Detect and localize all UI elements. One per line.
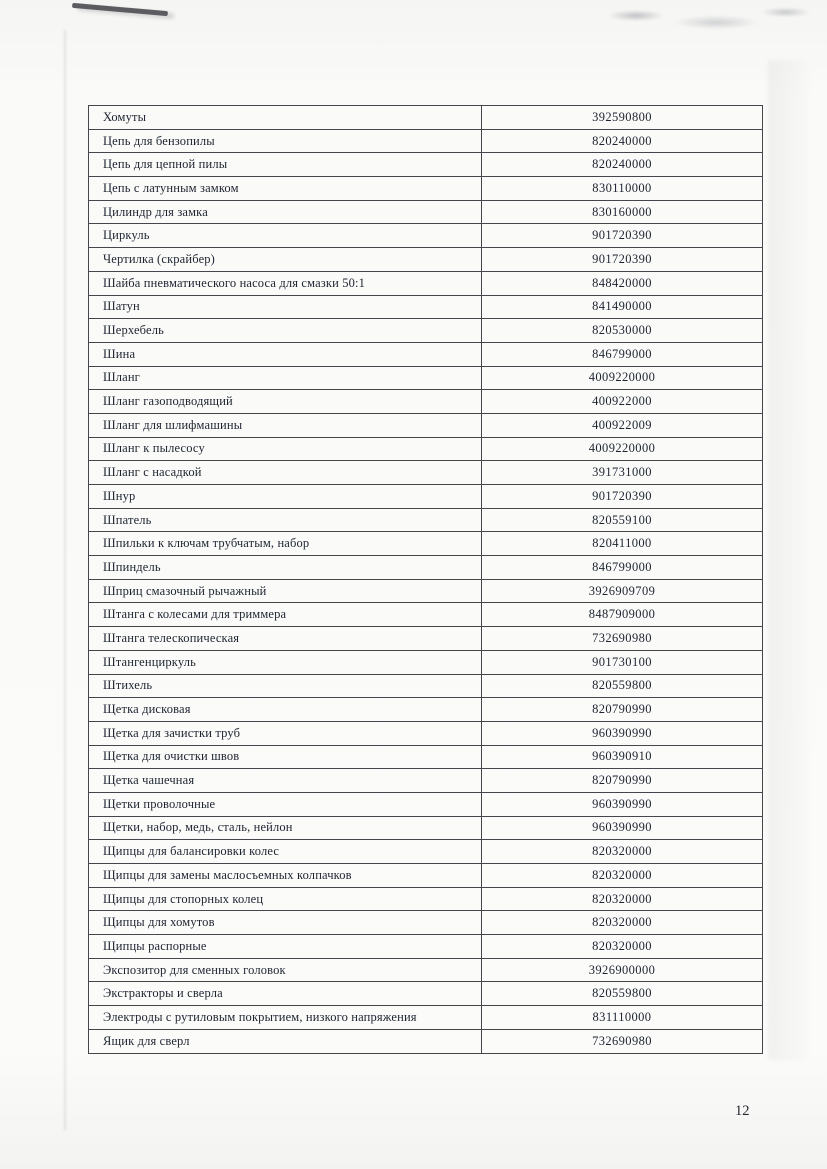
item-name-cell: Шнур <box>89 485 482 509</box>
item-code-cell: 960390990 <box>482 792 763 816</box>
table-row <box>89 603 763 627</box>
item-name-cell: Шина <box>89 342 482 366</box>
item-code-cell: 901730100 <box>482 650 763 674</box>
item-code-cell: 841490000 <box>482 295 763 319</box>
table-row <box>89 1006 763 1030</box>
item-code-cell: 391731000 <box>482 461 763 485</box>
item-code-cell: 901720390 <box>482 224 763 248</box>
item-name-cell: Щетка дисковая <box>89 698 482 722</box>
item-code-cell: 960390990 <box>482 816 763 840</box>
table-row <box>89 650 763 674</box>
table-row <box>89 627 763 651</box>
scan-artifact-left-edge <box>64 30 66 1130</box>
item-code-cell: 830160000 <box>482 200 763 224</box>
item-code-cell: 846799000 <box>482 342 763 366</box>
parts-table-body <box>89 106 763 1054</box>
item-code-cell: 960390990 <box>482 721 763 745</box>
table-row <box>89 342 763 366</box>
item-name-cell: Ящик для сверл <box>89 1029 482 1053</box>
item-name-cell: Штангенциркуль <box>89 650 482 674</box>
table-row <box>89 887 763 911</box>
table-row <box>89 248 763 272</box>
item-code-cell: 831110000 <box>482 1006 763 1030</box>
table-row <box>89 200 763 224</box>
table-row <box>89 792 763 816</box>
table-row <box>89 437 763 461</box>
table-row <box>89 840 763 864</box>
table-row <box>89 153 763 177</box>
table-row <box>89 1029 763 1053</box>
item-name-cell: Щетка для очистки швов <box>89 745 482 769</box>
item-code-cell: 820790990 <box>482 698 763 722</box>
item-name-cell: Шатун <box>89 295 482 319</box>
item-code-cell: 400922000 <box>482 390 763 414</box>
table-row <box>89 366 763 390</box>
table-row <box>89 177 763 201</box>
item-name-cell: Цепь для бензопилы <box>89 129 482 153</box>
table-row <box>89 935 763 959</box>
scan-artifact-top-left <box>72 3 168 16</box>
table-row <box>89 295 763 319</box>
table-row <box>89 958 763 982</box>
item-name-cell: Штанга с колесами для триммера <box>89 603 482 627</box>
item-code-cell: 901720390 <box>482 248 763 272</box>
item-name-cell: Щипцы для стопорных колец <box>89 887 482 911</box>
item-code-cell: 820320000 <box>482 935 763 959</box>
item-code-cell: 820530000 <box>482 319 763 343</box>
item-name-cell: Шланг с насадкой <box>89 461 482 485</box>
item-name-cell: Щипцы для замены маслосъемных колпачков <box>89 864 482 888</box>
item-name-cell: Цепь для цепной пилы <box>89 153 482 177</box>
item-name-cell: Шланг <box>89 366 482 390</box>
item-code-cell: 846799000 <box>482 556 763 580</box>
item-name-cell: Цепь с латунным замком <box>89 177 482 201</box>
table-row <box>89 674 763 698</box>
item-code-cell: 901720390 <box>482 485 763 509</box>
table-row <box>89 556 763 580</box>
item-name-cell: Экспозитор для сменных головок <box>89 958 482 982</box>
item-name-cell: Щетки, набор, медь, сталь, нейлон <box>89 816 482 840</box>
item-code-cell: 820320000 <box>482 887 763 911</box>
item-code-cell: 4009220000 <box>482 366 763 390</box>
item-code-cell: 400922009 <box>482 413 763 437</box>
item-code-cell: 820411000 <box>482 532 763 556</box>
table-row <box>89 508 763 532</box>
item-code-cell: 820559800 <box>482 674 763 698</box>
table-row <box>89 721 763 745</box>
table-row <box>89 461 763 485</box>
table-row <box>89 745 763 769</box>
item-name-cell: Щипцы для балансировки колес <box>89 840 482 864</box>
parts-codes-table <box>88 105 763 1054</box>
table-row <box>89 864 763 888</box>
item-name-cell: Шпиндель <box>89 556 482 580</box>
item-code-cell: 8487909000 <box>482 603 763 627</box>
item-name-cell: Штихель <box>89 674 482 698</box>
item-name-cell: Щипцы распорные <box>89 935 482 959</box>
item-code-cell: 820559800 <box>482 982 763 1006</box>
item-name-cell: Хомуты <box>89 106 482 130</box>
item-name-cell: Шланг к пылесосу <box>89 437 482 461</box>
item-code-cell: 820320000 <box>482 911 763 935</box>
item-code-cell: 848420000 <box>482 271 763 295</box>
table-row <box>89 319 763 343</box>
page-number: 12 <box>735 1103 750 1119</box>
item-name-cell: Шприц смазочный рычажный <box>89 579 482 603</box>
scan-artifact-top-right <box>590 2 820 36</box>
item-code-cell: 820320000 <box>482 864 763 888</box>
item-code-cell: 4009220000 <box>482 437 763 461</box>
table-row <box>89 532 763 556</box>
item-code-cell: 820320000 <box>482 840 763 864</box>
item-name-cell: Шайба пневматического насоса для смазки 50:1 <box>89 271 482 295</box>
item-name-cell: Шпильки к ключам трубчатым, набор <box>89 532 482 556</box>
item-name-cell: Электроды с рутиловым покрытием, низкого напряжения <box>89 1006 482 1030</box>
item-name-cell: Экстракторы и сверла <box>89 982 482 1006</box>
item-code-cell: 732690980 <box>482 1029 763 1053</box>
item-name-cell: Шланг газоподводящий <box>89 390 482 414</box>
table-row <box>89 698 763 722</box>
item-code-cell: 820240000 <box>482 129 763 153</box>
table-row <box>89 129 763 153</box>
item-name-cell: Циркуль <box>89 224 482 248</box>
table-row <box>89 390 763 414</box>
table-row <box>89 485 763 509</box>
item-code-cell: 732690980 <box>482 627 763 651</box>
table-row <box>89 224 763 248</box>
scan-artifact-right-band <box>768 60 808 1060</box>
item-code-cell: 392590800 <box>482 106 763 130</box>
table-row <box>89 911 763 935</box>
table-row <box>89 816 763 840</box>
table-row <box>89 106 763 130</box>
item-code-cell: 820240000 <box>482 153 763 177</box>
item-code-cell: 3926909709 <box>482 579 763 603</box>
item-name-cell: Щетки проволочные <box>89 792 482 816</box>
table-row <box>89 271 763 295</box>
table-row <box>89 413 763 437</box>
table-row <box>89 982 763 1006</box>
item-name-cell: Шланг для шлифмашины <box>89 413 482 437</box>
table-row <box>89 579 763 603</box>
item-name-cell: Шпатель <box>89 508 482 532</box>
item-name-cell: Цилиндр для замка <box>89 200 482 224</box>
item-name-cell: Щетка чашечная <box>89 769 482 793</box>
item-code-cell: 830110000 <box>482 177 763 201</box>
item-code-cell: 3926900000 <box>482 958 763 982</box>
item-name-cell: Щетка для зачистки труб <box>89 721 482 745</box>
item-name-cell: Чертилка (скрайбер) <box>89 248 482 272</box>
item-name-cell: Щипцы для хомутов <box>89 911 482 935</box>
table-row <box>89 769 763 793</box>
item-name-cell: Штанга телескопическая <box>89 627 482 651</box>
item-code-cell: 820559100 <box>482 508 763 532</box>
item-code-cell: 820790990 <box>482 769 763 793</box>
item-code-cell: 960390910 <box>482 745 763 769</box>
item-name-cell: Шерхебель <box>89 319 482 343</box>
